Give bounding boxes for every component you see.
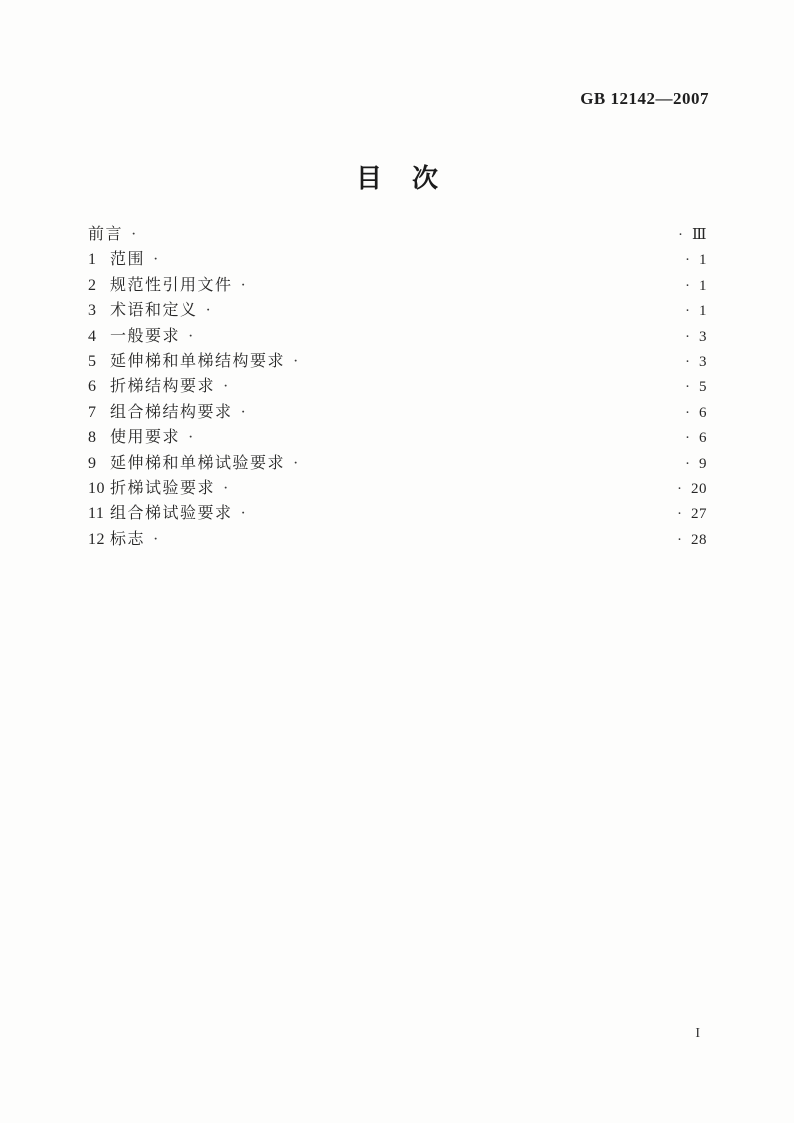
toc-entry-leader-dot: · [223,479,229,497]
toc-entry-page: 27 [691,506,707,523]
toc-entry-right [678,225,707,244]
toc-entry-left [88,399,246,422]
toc-entry-left [88,526,158,549]
toc-entry-left [88,500,246,523]
toc-entry-leader-dot: · [188,327,194,345]
toc-entry-leader-dot: · [293,454,299,472]
toc-entry-left [88,475,228,498]
toc-page-leader-dot: · [685,353,690,370]
toc-entry-number: 2 [88,276,97,294]
toc-entry-number: 12 [88,530,105,548]
toc-entry-right [677,506,707,523]
toc-entry-leader-dot: · [153,530,159,548]
toc-entry-leader-dot: · [131,226,137,243]
toc-entry [88,373,707,398]
toc-entry [88,450,707,475]
toc-entry-left [88,424,193,447]
toc-entry-title: 使用要求 [110,429,181,447]
page-title [0,158,794,195]
toc-entry-left [88,272,246,295]
toc-entry-page: Ⅲ [692,227,707,243]
toc-entry-page: 9 [699,455,707,472]
toc-entry-title: 组合梯结构要求 [110,403,233,421]
toc-entry-number: 6 [88,378,97,396]
toc-entry-title: 折梯试验要求 [110,479,216,497]
toc-entry-left [88,221,136,244]
toc-entry-right [685,456,707,473]
toc-entry-page: 6 [699,430,707,447]
toc-entry-right [685,303,707,320]
toc-entry-title: 折梯结构要求 [110,378,216,396]
toc-entry [88,399,707,424]
toc-entry-left [88,297,211,320]
toc-entry-page: 6 [699,404,707,421]
toc-page-leader-dot: · [685,430,690,447]
toc-entry-title: 术语和定义 [110,302,198,320]
toc-entry-number: 8 [88,429,97,447]
toc-page-leader-dot: · [677,506,682,523]
toc-entry [88,297,707,322]
page-title-char-2: 次 [412,164,439,193]
toc-entry-leader-dot: · [188,429,194,447]
toc-entry-leader-dot: · [240,403,246,421]
toc-entry-page: 3 [699,328,707,345]
toc-entry-number: 9 [88,454,97,472]
toc-entry-leader-dot: · [223,378,229,396]
toc-entry-left [88,323,193,346]
toc-entry-right [685,329,707,346]
toc-page-leader-dot: · [678,227,684,243]
toc-entry [88,323,707,348]
toc-page-leader-dot: · [677,531,682,548]
toc-entry-right [685,405,707,422]
toc-entry [88,246,707,271]
toc-entry-left [88,348,298,371]
page-number: I [695,1026,700,1041]
toc-entry-title: 组合梯试验要求 [110,505,233,523]
toc-entry-page: 1 [699,277,707,294]
toc-entry-number: 11 [88,505,105,523]
toc-entry-leader-dot: · [240,276,246,294]
toc-entry-title: 范围 [110,251,146,269]
toc-entry-left [88,373,228,396]
toc-entry-number: 7 [88,403,97,421]
toc-entry-title: 规范性引用文件 [110,276,233,294]
toc-entry [88,272,707,297]
toc-page-leader-dot: · [685,455,690,472]
toc-entry-left [88,450,298,473]
toc-entry-leader-dot: · [240,505,246,523]
toc-entry-page: 28 [691,531,707,548]
toc-entry [88,221,707,246]
toc-entry [88,500,707,525]
toc-entry-page: 1 [699,303,707,320]
toc-entry-leader-dot: · [153,251,159,269]
toc-entry-page: 20 [691,480,707,497]
toc-entry-title: 延伸梯和单梯结构要求 [110,352,286,370]
toc-entry-title: 前言 [88,226,124,243]
toc-entry-right [677,532,707,549]
table-of-contents [88,221,707,551]
toc-entry [88,526,707,551]
toc-page-leader-dot: · [685,404,690,421]
toc-entry-number: 4 [88,327,97,345]
toc-entry-page: 5 [699,379,707,396]
toc-entry-number: 10 [88,479,105,497]
toc-entry-right [685,252,707,269]
toc-entry [88,348,707,373]
toc-entry-right [685,354,707,371]
toc-entry-page: 3 [699,353,707,370]
toc-entry-title: 一般要求 [110,327,181,345]
toc-page-leader-dot: · [685,252,690,269]
toc-page-leader-dot: · [685,277,690,294]
toc-entry-leader-dot: · [293,352,299,370]
toc-entry-number: 1 [88,251,97,269]
toc-entry [88,475,707,500]
toc-entry-leader-dot: · [205,302,211,320]
standard-number: GB 12142—2007 [580,89,709,108]
toc-page-leader-dot: · [685,328,690,345]
page-title-char-1: 目 [355,164,382,193]
toc-entry-right [685,379,707,396]
toc-entry-right [685,430,707,447]
toc-page-leader-dot: · [677,480,682,497]
toc-entry-right [685,278,707,295]
toc-entry-left [88,246,158,269]
toc-entry-page: 1 [699,252,707,269]
toc-entry-number: 3 [88,302,97,320]
toc-page-leader-dot: · [685,303,690,320]
toc-entry-right [677,481,707,498]
toc-page-leader-dot: · [685,379,690,396]
toc-entry-title: 标志 [110,530,146,548]
toc-entry [88,424,707,449]
toc-entry-title: 延伸梯和单梯试验要求 [110,454,286,472]
toc-entry-number: 5 [88,352,97,370]
